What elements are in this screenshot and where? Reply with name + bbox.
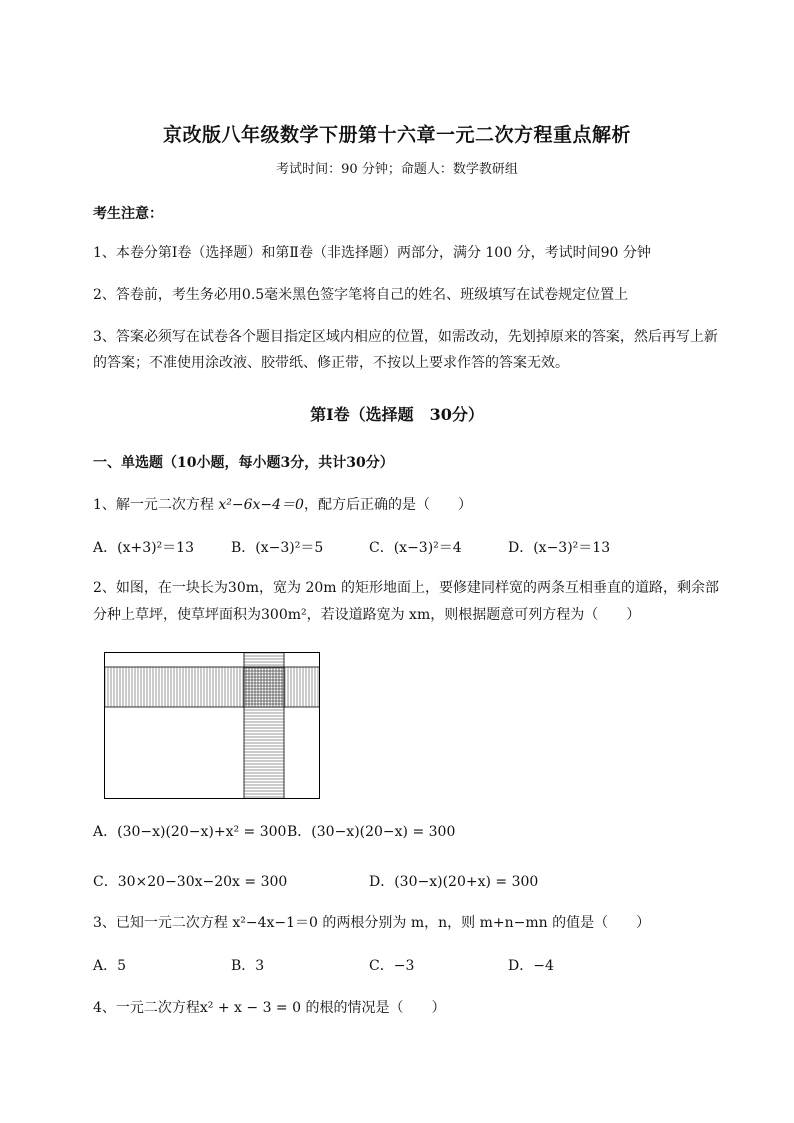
q2-option-c[interactable]: C．30×20−30x−20x = 300 [93, 874, 288, 890]
horizontal-road [105, 667, 320, 707]
q3-option-c[interactable]: C．−3 [369, 958, 415, 974]
road-diagram [104, 652, 320, 799]
q3-option-b[interactable]: B．3 [231, 958, 265, 974]
q1-option-b[interactable]: B．(x−3)²＝5 [231, 540, 324, 556]
q1-stem-b: ，配方后正确的是（ ） [303, 497, 472, 513]
question-3-stem: 3、已知一元二次方程 x²−4x−1＝0 的两根分别为 m，n，则 m+n−mn 的值是（ ） [93, 915, 651, 931]
question-2-line-1: 2、如图，在一块长为30m，宽为 20m 的矩形地面上，要修建同样宽的两条互相垂直的道路，剩余部 [93, 580, 719, 596]
notice-item-2: 2、答卷前，考生务必用0.5毫米黑色签字笔将自己的姓名、班级填写在试卷规定位置上 [93, 287, 629, 303]
q1-option-a[interactable]: A．(x+3)²＝13 [93, 540, 194, 556]
notice-item-3-cont: 的答案；不准使用涂改液、胶带纸、修正带，不按以上要求作答的答案无效。 [93, 355, 569, 371]
q1-option-c[interactable]: C．(x−3)²＝4 [369, 540, 462, 556]
part-title: 第Ⅰ卷（选择题 30分） [310, 405, 484, 424]
exam-info: 考试时间：90 分钟；命题人：数学教研组 [276, 162, 518, 177]
q2-option-d[interactable]: D．(30−x)(20+x) = 300 [369, 874, 539, 890]
q1-equation: x²−6x−4＝0 [218, 497, 304, 513]
question-1-stem [93, 494, 472, 514]
page-title: 京改版八年级数学下册第十六章一元二次方程重点解析 [162, 124, 631, 146]
section-heading: 一、单选题（10小题，每小题3分，共计30分） [93, 455, 394, 471]
question-4-stem: 4、一元二次方程x² + x − 3 = 0 的根的情况是（ ） [93, 1000, 446, 1016]
question-2-line-2: 分种上草坪，使草坪面积为300m²，若设道路宽为 xm，则根据题意可列方程为（ ） [93, 607, 641, 623]
q3-option-d[interactable]: D．−4 [508, 958, 554, 974]
q3-option-a[interactable]: A．5 [93, 958, 127, 974]
q1-stem-a: 1、解一元二次方程 [93, 497, 219, 513]
q1-option-d[interactable]: D．(x−3)²＝13 [508, 540, 611, 556]
notice-heading: 考生注意： [93, 206, 163, 222]
q2-option-a[interactable]: A．(30−x)(20−x)+x² = 300 [93, 824, 287, 840]
notice-item-3: 3、答案必须写在试卷各个题目指定区域内相应的位置，如需改动，先划掉原来的答案，然后再写上新 [93, 329, 718, 345]
q2-option-b[interactable]: B．(30−x)(20−x) = 300 [287, 824, 456, 840]
notice-item-1: 1、本卷分第Ⅰ卷（选择题）和第Ⅱ卷（非选择题）两部分，满分 100 分，考试时间90 分钟 [93, 245, 651, 261]
